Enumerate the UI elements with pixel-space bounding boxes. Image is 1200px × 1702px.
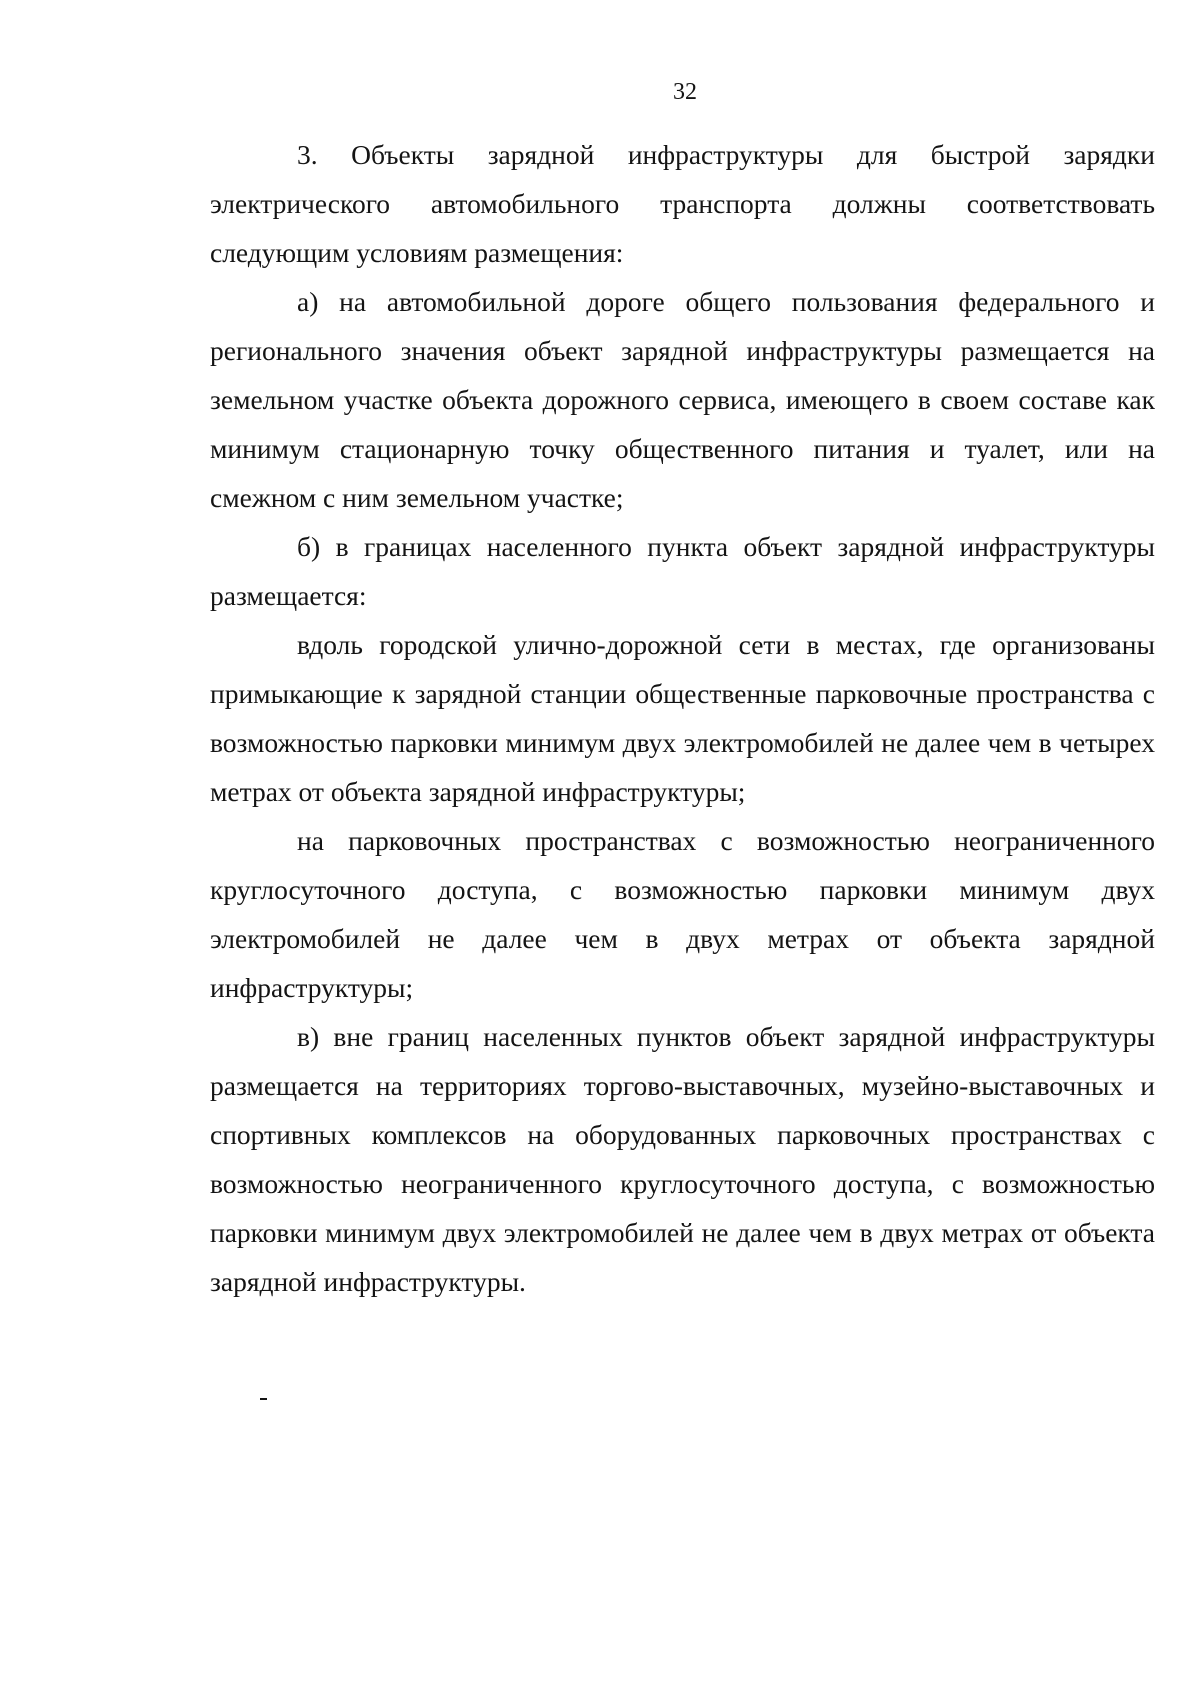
paragraph-subclause-b: б) в границах населенного пункта объект зарядной инфраструктуры размещается: <box>210 531 1155 611</box>
document-body <box>210 130 1155 1306</box>
paragraph-subclause-a: а) на автомобильной дороге общего пользования федерального и регионального значения объект зарядной инфраструктуры размещается на земельном участке объекта дорожного сервиса, имеющего в своем составе как минимум стационарную точку общественного питания и туалет, или на смежном с ним земельном участке; <box>210 286 1155 513</box>
stray-mark <box>260 1398 267 1400</box>
paragraph-clause-3: 3. Объекты зарядной инфраструктуры для быстрой зарядки электрического автомобильного транспорта должны соответствовать следующим условиям размещения: <box>210 139 1155 268</box>
paragraph-parking-spaces: на парковочных пространствах с возможностью неограниченного круглосуточного доступа, с возможностью парковки минимум двух электромобилей не далее чем в двух метрах от объекта зарядной инфраструктуры; <box>210 825 1155 1003</box>
paragraph-subclause-v: в) вне границ населенных пунктов объект зарядной инфраструктуры размещается на территориях торгово-выставочных, музейно-выставочных и спортивных комплексов на оборудованных парковочных пространствах с возможностью неограниченного круглосуточного доступа, с возможностью парковки минимум двух электромобилей не далее чем в двух метрах от объекта зарядной инфраструктуры. <box>210 1021 1155 1297</box>
page-number: 32 <box>673 79 697 105</box>
paragraph-street-network: вдоль городской улично-дорожной сети в местах, где организованы примыкающие к зарядной станции общественные парковочные пространства с возможностью парковки минимум двух электромобилей не далее чем в четырех метрах от объекта зарядной инфраструктуры; <box>210 629 1155 807</box>
